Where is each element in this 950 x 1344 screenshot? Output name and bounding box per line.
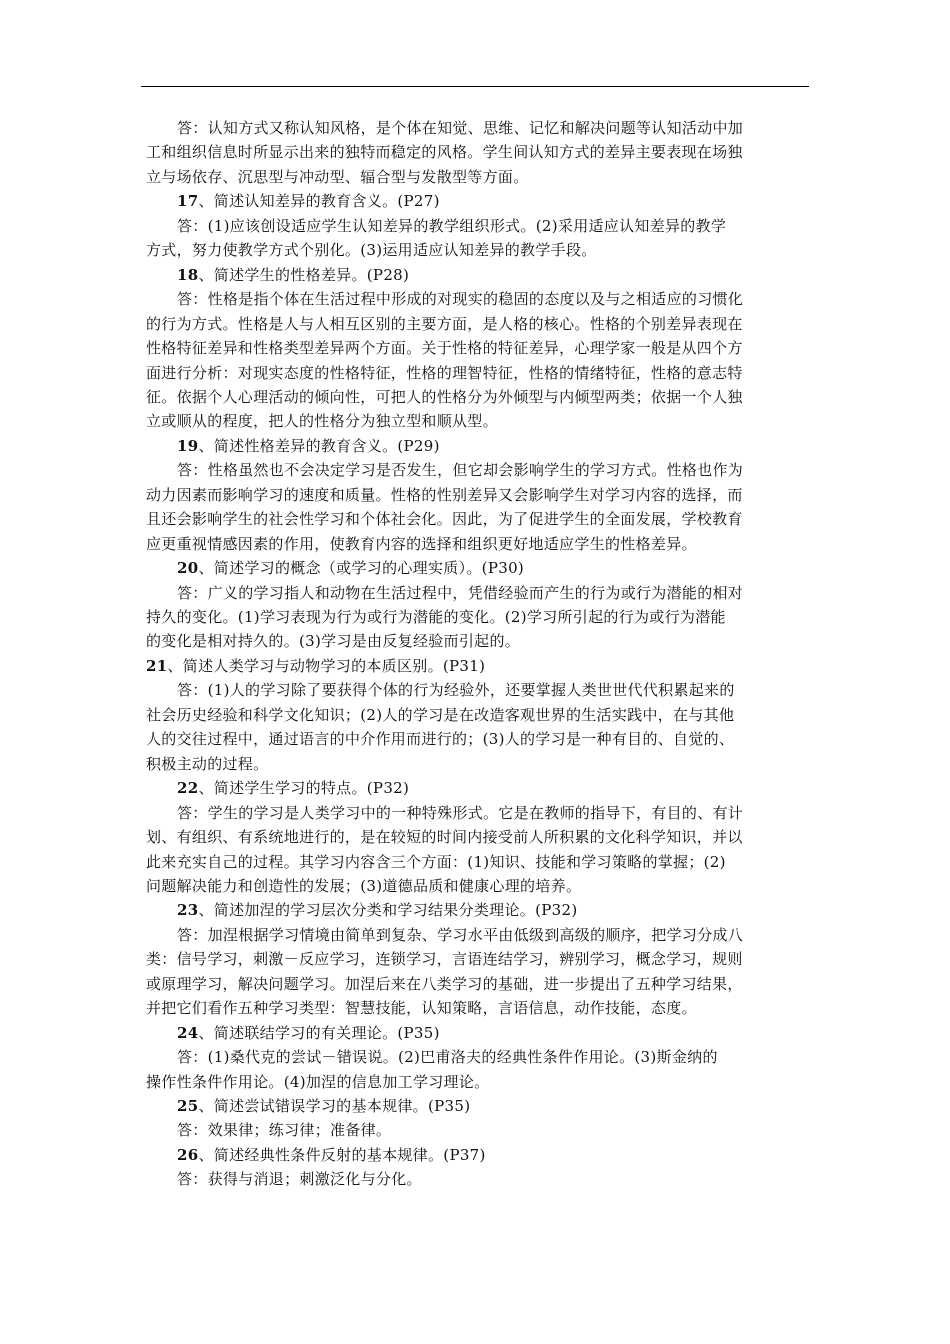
answer-line: 的行为方式。性格是人与人相互区别的主要方面，是人格的核心。性格的个别差异表现在 [146,314,743,333]
question-text: 、简述性格差异的教育含义。(P29) [198,436,440,455]
question-heading [177,1143,486,1167]
answer-line: 操作性条件作用论。(4)加涅的信息加工学习理论。 [146,1072,490,1091]
question-text: 、简述联结学习的有关理论。(P35) [198,1023,440,1042]
question-number: 22 [177,779,199,798]
answer-line: 答：性格虽然也不会决定学习是否发生，但它却会影响学生的学习方式。性格也作为 [177,461,744,480]
answer-line: 征。依据个人心理活动的倾向性，可把人的性格分为外倾型与内倾型两类；依据一个人独 [146,387,743,406]
question-text: 、简述经典性条件反射的基本规律。(P37) [198,1145,486,1164]
answer-line: 划、有组织、有系统地进行的，是在较短的时间内接受前人所积累的文化科学知识，并以 [146,828,743,847]
question-text: 、简述学习的概念（或学习的心理实质）。(P30) [198,559,525,578]
answer-line: 应更重视情感因素的作用，使教育内容的选择和组织更好地适应学生的性格差异。 [146,534,697,553]
question-heading [146,654,485,678]
question-heading [177,263,409,287]
answer-line: 答：(1)应该创设适应学生认知差异的教学组织形式。(2)采用适应认知差异的教学 [177,216,727,235]
answer-line: 持久的变化。(1)学习表现为行为或行为潜能的变化。(2)学习所引起的行为或行为潜能 [146,608,726,626]
answer-line: 此来充实自己的过程。其学习内容含三个方面：(1)知识、技能和学习策略的掌握；(2) [146,852,726,871]
question-heading [177,1021,440,1045]
answer-line: 并把它们看作五种学习类型：智慧技能，认知策略，言语信息，动作技能，态度。 [146,999,697,1018]
answer-line: 答：获得与消退；刺激泛化与分化。 [177,1170,422,1189]
answer-line: 答：效果律；练习律；准备律。 [177,1121,392,1140]
answer-line: 答：认知方式又称认知风格，是个体在知觉、思维、记忆和解决问题等认知活动中加 [177,119,744,137]
question-heading [177,898,577,922]
answer-line: 且还会影响学生的社会性学习和个体社会化。因此，为了促进学生的全面发展，学校教育 [146,510,743,529]
question-number: 19 [177,436,199,455]
question-heading [177,434,440,458]
answer-line: 的变化是相对持久的。(3)学习是由反复经验而引起的。 [146,632,521,651]
question-number: 20 [177,559,199,578]
answer-line: 立或顺从的程度，把人的性格分为独立型和顺从型。 [146,412,498,431]
answer-line: 类：信号学习，刺激－反应学习，连锁学习，言语连结学习，辨别学习，概念学习，规则 [146,950,743,969]
question-text: 、简述学生学习的特点。(P32) [198,779,410,798]
answer-line: 答：学生的学习是人类学习中的一种特殊形式。它是在教师的指导下，有目的、有计 [177,803,744,822]
question-text: 、简述学生的性格差异。(P28) [198,265,410,284]
question-number: 25 [177,1097,199,1115]
answer-line: 立与场依存、沉思型与冲动型、辐合型与发散型等方面。 [146,167,529,186]
answer-line: 答：加涅根据学习情境由简单到复杂、学习水平由低级到高级的顺序，把学习分成八 [177,925,744,944]
answer-line: 面进行分析：对现实态度的性格特征，性格的理智特征，性格的情绪特征，性格的意志特 [146,363,743,382]
answer-line: 积极主动的过程。 [146,754,269,773]
header-rule [141,86,809,87]
answer-line: 人的交往过程中，通过语言的中介作用而进行的；(3)人的学习是一种有目的、自觉的、 [146,730,735,749]
question-text: 、简述人类学习与动物学习的本质区别。(P31) [167,656,486,675]
question-heading [177,556,524,580]
question-text: 、简述加涅的学习层次分类和学习结果分类理论。(P32) [198,901,578,920]
question-text: 、简述尝试错误学习的基本规律。(P35) [198,1097,471,1115]
answer-line: 动力因素而影响学习的速度和质量。性格的性别差异又会影响学生对学习内容的选择，而 [146,485,743,504]
answer-line: 或原理学习，解决问题学习。加涅后来在八类学习的基础，进一步提出了五种学习结果， [146,974,743,993]
answer-line: 答：(1)桑代克的尝试－错误说。(2)巴甫洛夫的经典性条件作用论。(3)斯金纳的 [177,1048,718,1067]
question-text: 、简述认知差异的教育含义。(P27) [198,192,440,211]
answer-line: 答：(1)人的学习除了要获得个体的行为经验外，还要掌握人类世世代代积累起来的 [177,681,735,700]
question-number: 24 [177,1023,199,1042]
answer-line: 工和组织信息时所显示出来的独特而稳定的风格。学生间认知方式的差异主要表现在场独 [146,143,743,162]
question-number: 23 [177,901,199,920]
question-heading [177,776,409,800]
question-number: 18 [177,265,199,284]
answer-line: 性格特征差异和性格类型差异两个方面。关于性格的特征差异，心理学家一般是从四个方 [146,339,743,358]
question-number: 17 [177,192,199,211]
question-number: 26 [177,1145,199,1164]
answer-line: 答：性格是指个体在生活过程中形成的对现实的稳固的态度以及与之相适应的习惯化 [177,290,744,309]
question-heading [177,1094,470,1118]
question-number: 21 [146,656,168,675]
answer-line: 答：广义的学习指人和动物在生活过程中，凭借经验而产生的行为或行为潜能的相对 [177,583,744,602]
answer-line: 社会历史经验和科学文化知识；(2)人的学习是在改造客观世界的生活实践中，在与其他 [146,705,735,724]
answer-line: 方式，努力使教学方式个别化。(3)运用适应认知差异的教学手段。 [146,241,597,260]
answer-line: 问题解决能力和创造性的发展；(3)道德品质和健康心理的培养。 [146,876,582,895]
question-heading [177,189,440,213]
